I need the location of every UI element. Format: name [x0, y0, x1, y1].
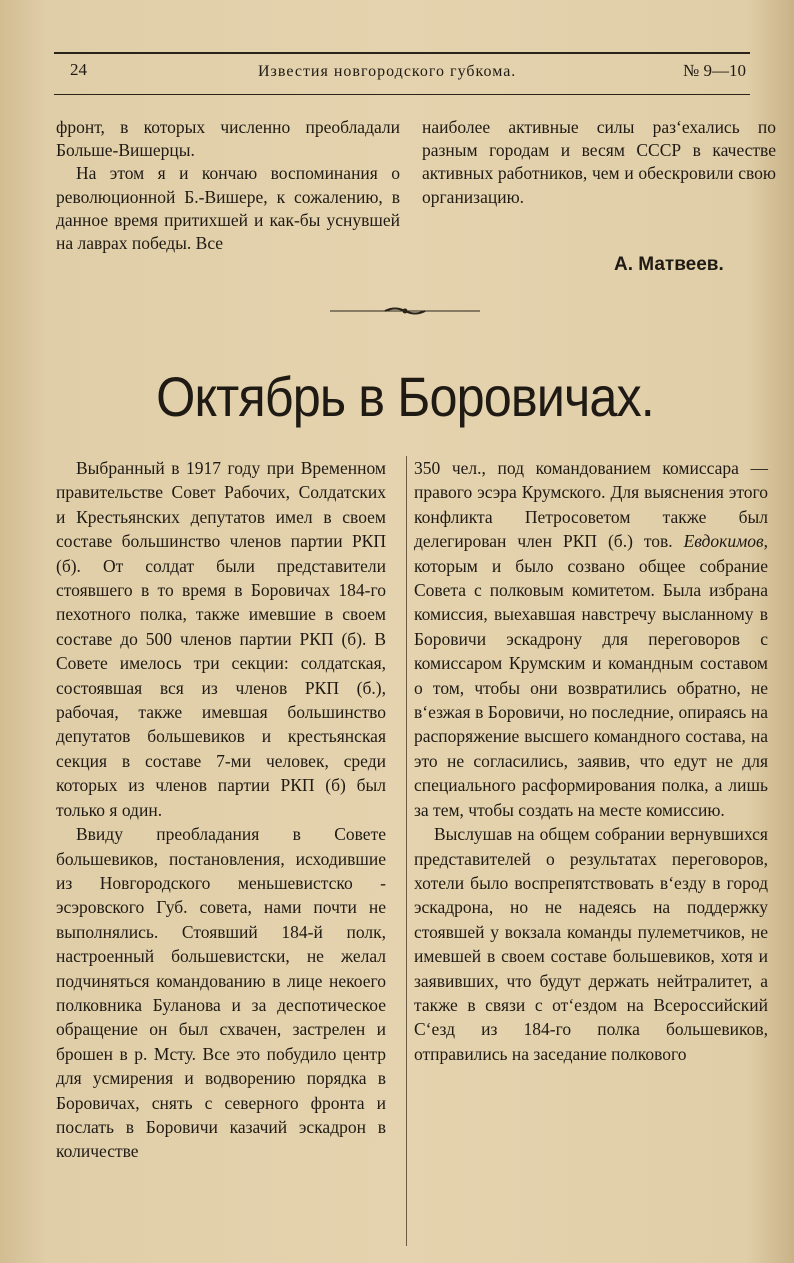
journal-title: Известия новгородского губкома.: [258, 63, 517, 80]
paragraph: [414, 456, 768, 822]
running-header: [56, 58, 746, 94]
paragraph: Выслушав на общем собрании вернувшихся представителей о результатах переговоров, хотели было воспрепятствовать в‘езду в город эскадрона, но не надеясь на поддержку стоявшей у вокзала команды пулеметчиков, не имевшей в своем составе большевиков, хотя и заявивших, что будут держать нейтралитет, а также в связи с от‘ездом на Всероссийский С‘езд из 184-го полка большевиков, отправились на заседание полкового: [414, 824, 768, 1064]
prev-article-right-column: [422, 116, 776, 209]
ornament-divider: [330, 306, 480, 316]
paragraph: наиболее активные силы раз‘ехались по разным городам и весям СССР в качестве активных работников, чем и обескровили свою организацию.: [422, 117, 776, 207]
paragraph: На этом я и кончаю воспоминания о революционной Б.-Вишере, к сожалению, в данное время притихшей и как-бы уснувшей на лаврах победы. Все: [56, 163, 400, 254]
page-number: 24: [70, 60, 87, 79]
paragraph: Ввиду преобладания в Совете большевиков, постановления, исходившие из Новгородского меньшевистско - эсэровского Губ. совета, нами почти не выполнялись. Стоявший 184-й полк, настроенный большевистски, не желал подчиняться командованию в лице некоего полковника Буланова и за деспотическое обращение он был схвачен, застрелен и брошен в р. Мсту. Все это побудило центр для усмирения и водворению порядка в Боровичах, снять с северного фронта и послать в Боровичи казачий эскадрон в количестве: [56, 824, 386, 1162]
issue-number: № 9—10: [683, 61, 746, 80]
author-signature: А. Матвеев.: [614, 254, 724, 275]
text-run: 350 чел., под командованием комиссара — правого эсэра Крумского. Для выяснения этого конфликта Петросоветом также был делегирован член РКП (б.) тов.: [414, 458, 768, 552]
paragraph: Выбранный в 1917 году при Временном правительстве Совет Рабочих, Солдатских и Крестьянских депутатов имел в своем составе большинство членов партии РКП (б). От солдат были представители стоявшего в то время в Боровичах 184-го пехотного полка, также имевшие в своем составе до 500 членов партии РКП (б). В Совете имелось три секции: солдатская, состоявшая вся из членов РКП (б.), рабочая, также имевшая большинство депутатов большевиков и крестьянская секция в составе 7-ми человек, среди которых из членов партии РКП (б) был только я один.: [56, 458, 386, 820]
text-run: , которым и было созвано общее собрание Совета с полковым комитетом. Была избрана комиссия, выехавшая навстречу высланному в Боровичи эскадрону для переговоров с комиссаром Крумским и командным составом о том, чтобы они возвратились обратно, не в‘езжая в Боровичи, но последние, опираясь на распоряжение высшего командного состава, на это не согласились, заявив, что едут не для специального расформирования полка, а лишь за тем, чтобы создать на месте комиссию.: [414, 531, 768, 820]
article-right-column: [414, 456, 768, 1066]
header-bottom-rule: [54, 94, 750, 95]
article-title: Октябрь в Боровичах.: [156, 365, 654, 428]
paragraph: фронт, в которых численно преобладали Больше-Вишерцы.: [56, 117, 400, 161]
article-left-column: [56, 456, 386, 1164]
header-top-rule: [54, 52, 750, 54]
prev-article-left-column: [56, 116, 400, 255]
column-divider: [406, 456, 407, 1246]
person-name: Евдокимов: [683, 531, 764, 552]
